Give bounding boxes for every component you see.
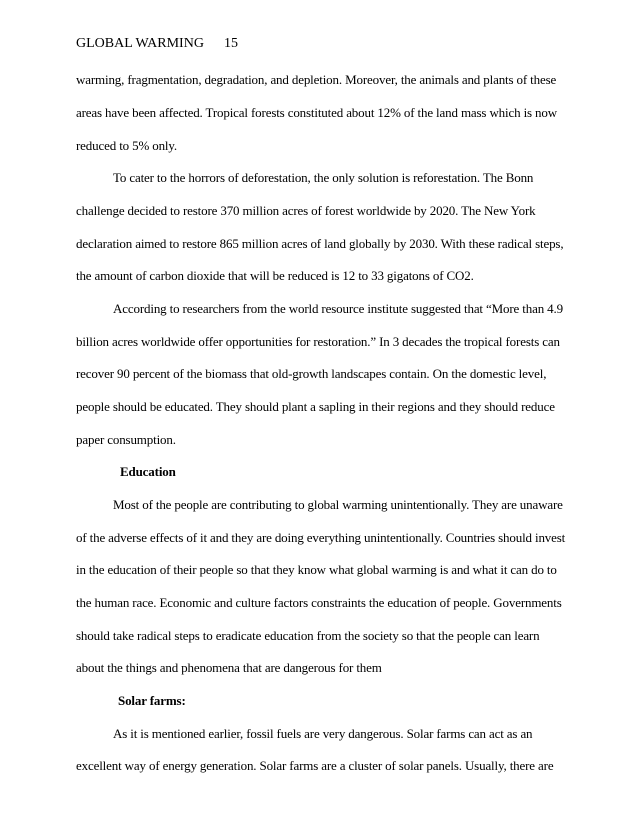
- body-line: areas have been affected. Tropical forests constituted about 12% of the land mass which is now: [76, 105, 557, 120]
- body-line: recover 90 percent of the biomass that old-growth landscapes contain. On the domestic level,: [76, 366, 547, 381]
- body-line: people should be educated. They should plant a sapling in their regions and they should reduce: [76, 399, 555, 414]
- body-line: As it is mentioned earlier, fossil fuels are very dangerous. Solar farms can act as an: [113, 726, 533, 741]
- body-line: To cater to the horrors of deforestation, the only solution is reforestation. The Bonn: [113, 170, 534, 185]
- body-line: billion acres worldwide offer opportunities for restoration.” In 3 decades the tropical forests can: [76, 334, 560, 349]
- section-heading-solar-farms: Solar farms:: [118, 693, 186, 708]
- body-line: challenge decided to restore 370 million acres of forest worldwide by 2020. The New York: [76, 203, 536, 218]
- page-number: 15: [224, 36, 238, 51]
- body-line: declaration aimed to restore 865 million acres of land globally by 2030. With these radical steps,: [76, 236, 564, 251]
- body-line: should take radical steps to eradicate education from the society so that the people can learn: [76, 628, 540, 643]
- body-line: Most of the people are contributing to global warming unintentionally. They are unaware: [113, 497, 563, 512]
- body-line: warming, fragmentation, degradation, and depletion. Moreover, the animals and plants of these: [76, 72, 557, 87]
- body-line: According to researchers from the world resource institute suggested that “More than 4.9: [113, 301, 563, 316]
- running-head-title: GLOBAL WARMING: [76, 36, 204, 51]
- body-line: about the things and phenomena that are dangerous for them: [76, 660, 382, 675]
- body-line: excellent way of energy generation. Solar farms are a cluster of solar panels. Usually, there are: [76, 758, 554, 773]
- body-line: the human race. Economic and culture factors constraints the education of people. Governments: [76, 595, 562, 610]
- body-line: the amount of carbon dioxide that will be reduced is 12 to 33 gigatons of CO2.: [76, 268, 474, 283]
- body-line: paper consumption.: [76, 432, 176, 447]
- running-head: [76, 36, 238, 52]
- body-line: of the adverse effects of it and they are doing everything unintentionally. Countries should invest: [76, 530, 566, 545]
- body-line: reduced to 5% only.: [76, 138, 177, 153]
- section-heading-education: Education: [120, 464, 176, 479]
- body-line: in the education of their people so that they know what global warming is and what it can do to: [76, 562, 557, 577]
